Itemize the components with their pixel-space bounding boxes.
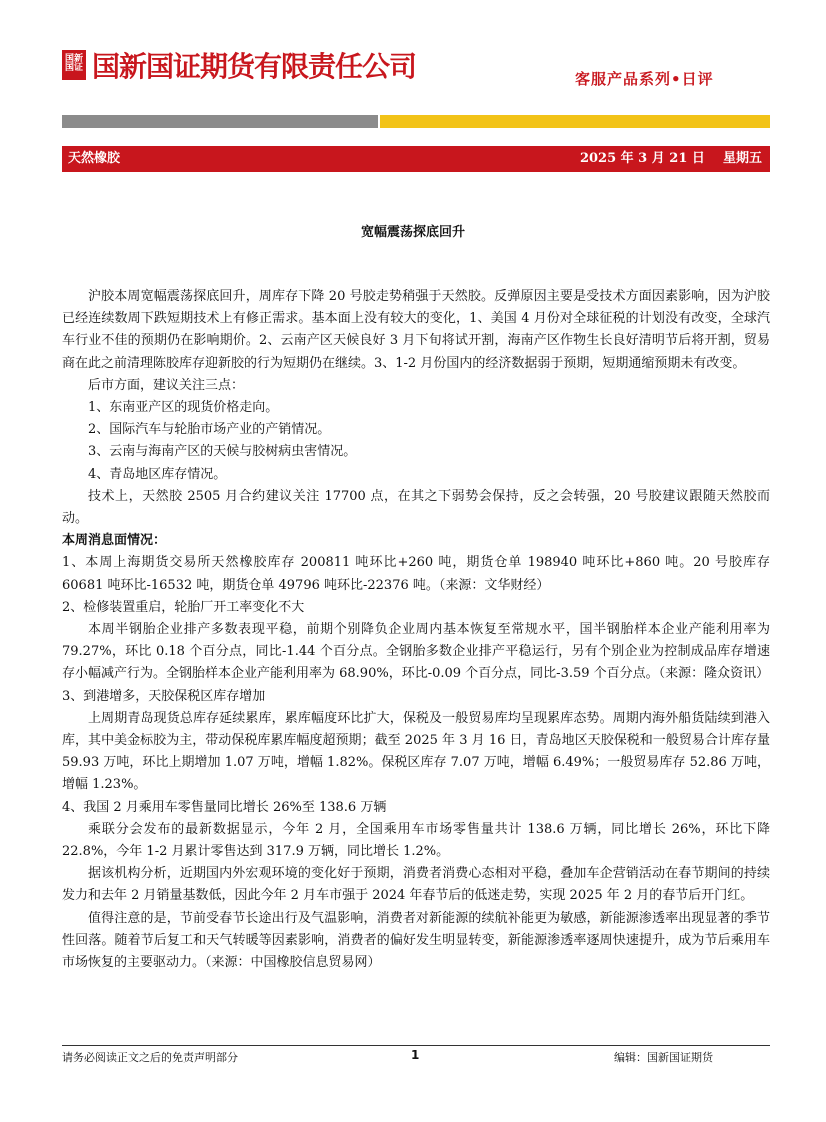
footer-disclaimer: 请务必阅读正文之后的免责声明部分 bbox=[62, 1051, 238, 1064]
paragraph-technical: 技术上，天然胶 2505 月合约建议关注 17700 点，在其之下弱势会保持，反之会转强，20 号胶建议跟随天然胶而动。 bbox=[62, 488, 770, 527]
list-item: 2、国际汽车与轮胎市场产业的产销情况。 bbox=[88, 422, 331, 438]
list-item: 1、东南亚产区的现货价格走向。 bbox=[88, 400, 279, 416]
news-item-4-title: 4、我国 2 月乘用车零售量同比增长 26%至 138.6 万辆 bbox=[62, 799, 387, 815]
news-item-2-title: 2、检修装置重启，轮胎厂开工率变化不大 bbox=[62, 599, 305, 615]
article-body bbox=[62, 286, 770, 974]
section-label: 天然橡胶 bbox=[68, 151, 121, 166]
report-date: 2025 年 3 月 21 日 星期五 bbox=[579, 151, 762, 166]
article-title: 宽幅震荡探底回升 bbox=[360, 225, 465, 240]
news-heading: 本周消息面情况： bbox=[62, 533, 167, 549]
news-item-3-body: 上周期青岛现货总库存延续累库，累库幅度环比扩大，保税及一般贸易库均呈现累库态势。周期内海外船货陆续到港入库，其中美金标胶为主，带动保税库累库幅度超预期；截至 2025 年 3 月 16 日，青岛地区天胶保税和一般贸易合计库存量 59.93 万吨，环比上期增加 1.07 万吨，增幅 1.82%。保税区库存 7.07 万吨，增幅 6.49%；一般贸易库存 52.86 万吨，增幅 1.23%。 bbox=[62, 710, 770, 793]
product-series: 客服产品系列•日评 bbox=[575, 70, 714, 88]
list-item: 4、青岛地区库存情况。 bbox=[88, 466, 227, 482]
page-number: 1 bbox=[411, 1048, 420, 1062]
company-name: 国新国证期货有限责任公司 bbox=[92, 50, 417, 83]
footer-editor: 编辑：国新国证期货 bbox=[614, 1051, 713, 1064]
news-item-3-title: 3、到港增多，天胶保税区库存增加 bbox=[62, 688, 266, 704]
news-item-4-para-3: 值得注意的是，节前受春节长途出行及气温影响，消费者对新能源的续航补能更为敏感，新能源渗透率出现显著的季节性回落。随着节后复工和天气转暖等因素影响，消费者的偏好发生明显转变，新能源渗透率逐周快速提升，成为节后乘用车市场恢复的主要驱动力。（来源：中国橡胶信息贸易网） bbox=[62, 910, 770, 971]
paragraph-outlook: 后市方面，建议关注三点： bbox=[88, 377, 245, 393]
paragraph-summary: 沪胶本周宽幅震荡探底回升，周库存下降 20 号胶走势稍强于天然胶。反弹原因主要是受技术方面因素影响，因为沪胶已经连续数周下跌短期技术上有修正需求。基本面上没有较大的变化，1、美国 4 月份对全球征税的计划没有改变，全球汽车行业不佳的预期仍在影响期价。2、云南产区天候良好 3 月下旬将试开割，海南产区作物生长良好清明节后将开割，贸易商在此之前清理陈胶库存迎新胶的行为短期仍在继续。3、1-2 月份国内的经济数据弱于预期，短期通缩预期未有改变。 bbox=[62, 289, 770, 371]
header-gray-bar bbox=[62, 115, 378, 128]
news-item-2-body: 本周半钢胎企业排产多数表现平稳，前期个别降负企业周内基本恢复至常规水平，国半钢胎样本企业产能利用率为 79.27%，环比 0.18 个百分点，同比-1.44 个百分点。全钢胎多数企业排产平稳运行，另有个别企业为控制成品库存增速存小幅减产行为。全钢胎样本企业产能利用率为 68.90%，环比-0.09 个百分点，同比-3.59 个百分点。（来源：隆众资讯） bbox=[62, 622, 770, 682]
news-item-4-para-2: 据该机构分析，近期国内外宏观环境的变化好于预期，消费者消费心态相对平稳，叠加车企营销活动在春节期间的持续发力和去年 2 月销量基数低，因此今年 2 月车市强于 2024 年春节后的低迷走势，实现 2025 年 2 月的春节后开门红。 bbox=[62, 866, 770, 904]
news-item-4-para-1: 乘联分会发布的最新数据显示，今年 2 月，全国乘用车市场零售量共计 138.6 万辆，同比增长 26%，环比下降 22.8%，今年 1-2 月累计零售达到 317.9 万辆，同比增长 1.2%。 bbox=[62, 821, 770, 860]
header-gold-bar bbox=[380, 115, 770, 128]
section-bar bbox=[62, 146, 770, 172]
news-item-1: 1、本周上海期货交易所天然橡胶库存 200811 吨环比+260 吨，期货仓单 198940 吨环比+860 吨。20 号胶库存 60681 吨环比-16532 吨，期货仓单 49796 吨环比-22376 吨。（来源：文华财经） bbox=[62, 555, 770, 593]
list-item: 3、云南与海南产区的天候与胶树病虫害情况。 bbox=[88, 444, 357, 460]
footer-divider bbox=[62, 1045, 770, 1046]
company-logo: 国新国证 bbox=[62, 50, 86, 80]
